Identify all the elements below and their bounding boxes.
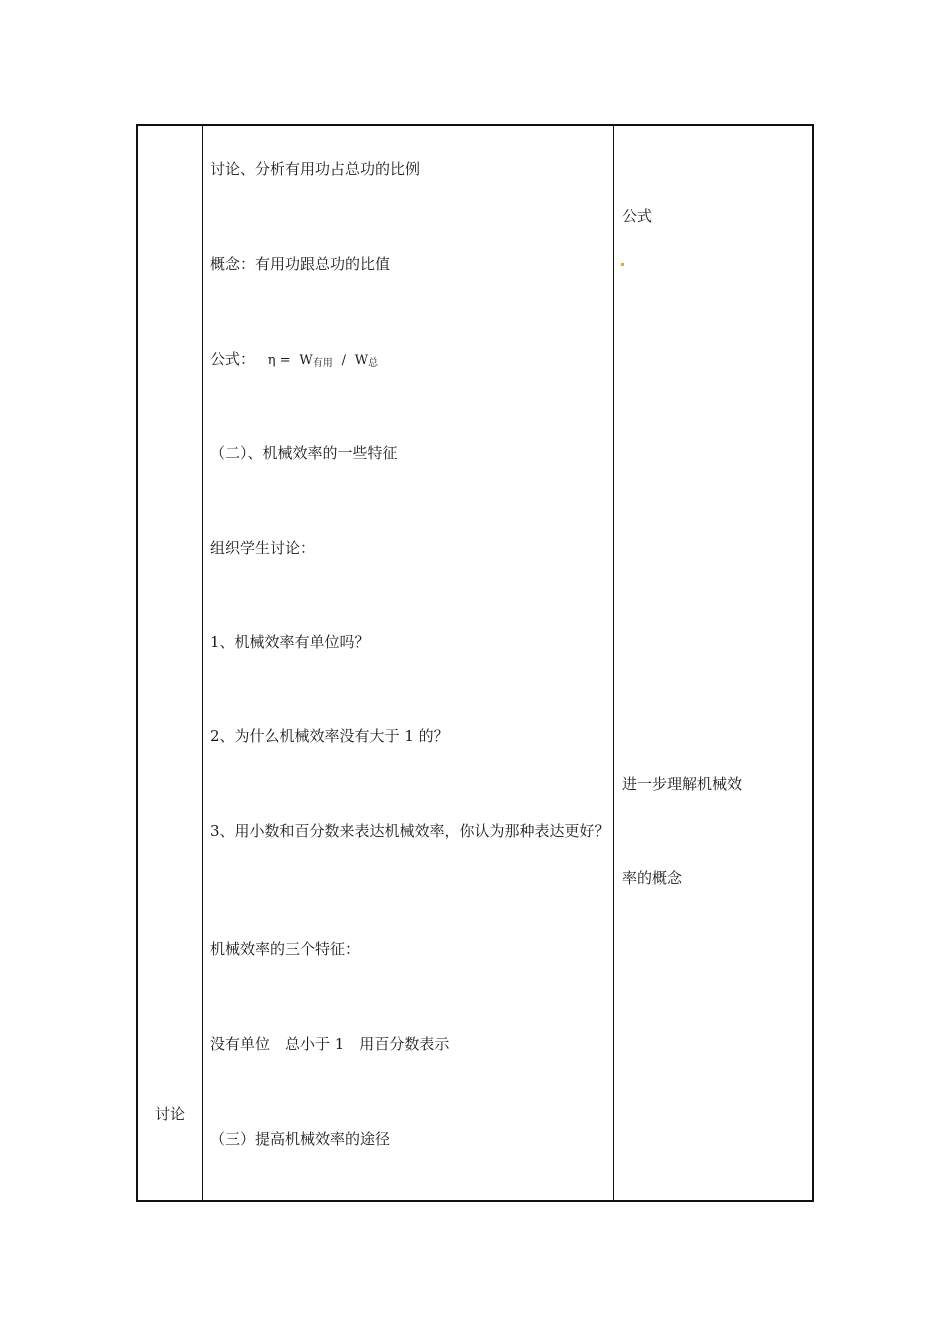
question-3: 3、用小数和百分数来表达机械效率，你认为那种表达更好？ — [210, 822, 610, 840]
discussion-line: 讨论、分析有用功占总功的比例 — [210, 160, 421, 178]
formula-w-useful: W — [299, 353, 313, 368]
organize-discussion: 组织学生讨论： — [210, 539, 316, 557]
formula-sub-total: 总 — [368, 358, 379, 369]
lesson-table — [136, 124, 814, 1202]
formula-sub-useful: 有用 — [312, 358, 333, 369]
right-formula-note: 公式 — [622, 207, 653, 225]
formula-prefix: 公式： — [210, 350, 256, 368]
formula-line — [210, 348, 378, 375]
formula-w-total: W — [354, 353, 369, 368]
orange-dot-mark — [621, 263, 624, 266]
section-two-heading: （二）、机械效率的一些特征 — [210, 444, 398, 462]
column-divider-2 — [613, 126, 614, 1200]
question-1: 1、机械效率有单位吗？ — [210, 633, 370, 651]
question-2: 2、为什么机械效率没有大于 1 的？ — [210, 727, 449, 745]
three-features-heading: 机械效率的三个特征： — [210, 940, 361, 958]
formula-eta: η = — [267, 353, 291, 368]
left-cell-label: 讨论 — [155, 1105, 186, 1123]
concept-line: 概念：有用功跟总功的比值 — [210, 255, 391, 273]
right-understanding-line-1: 进一步理解机械效 — [622, 775, 743, 793]
right-understanding-line-2: 率的概念 — [622, 869, 683, 887]
column-divider-1 — [202, 126, 203, 1200]
section-three-heading: （三）提高机械效率的途径 — [210, 1130, 391, 1148]
three-features-list: 没有单位 总小于 1 用百分数表示 — [210, 1035, 450, 1053]
formula-slash: / — [341, 353, 346, 368]
